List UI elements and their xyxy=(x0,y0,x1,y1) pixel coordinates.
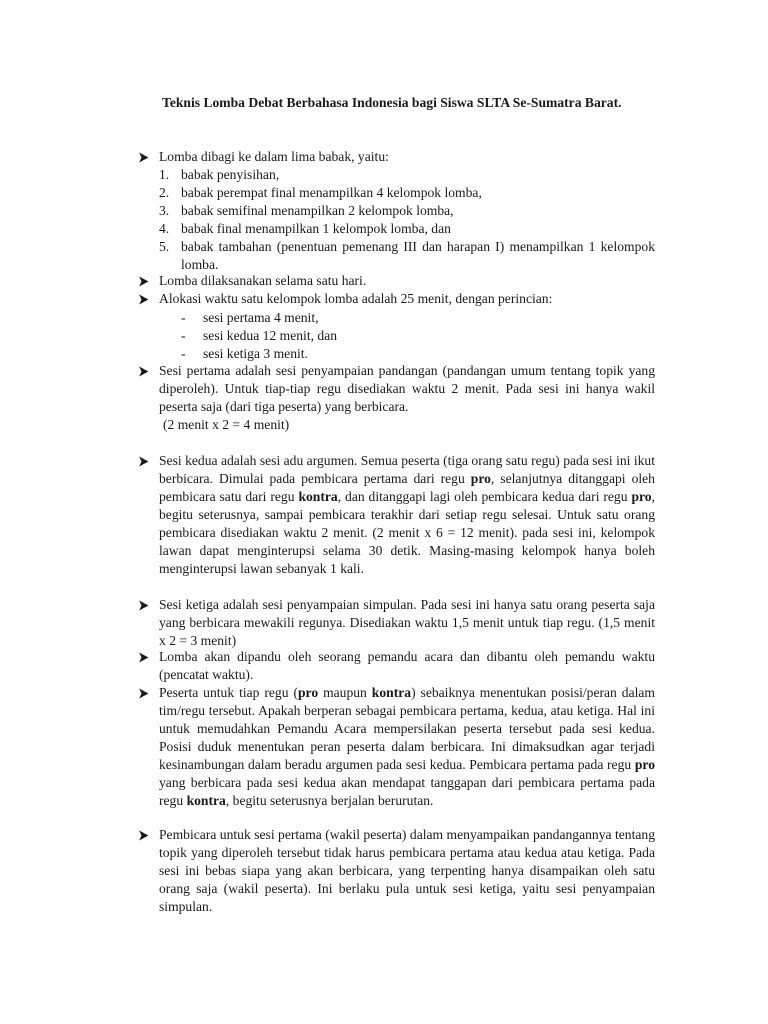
arrowhead-bullet-icon xyxy=(136,650,150,664)
arrowhead-bullet-icon xyxy=(136,364,150,378)
item-satu-hari: Lomba dilaksanakan selama satu hari. xyxy=(159,273,367,288)
item-alokasi-waktu: Alokasi waktu satu kelompok lomba adalah 25 menit, dengan perincian: xyxy=(159,291,553,306)
item-lomba-babak: Lomba dibagi ke dalam lima babak, yaitu: xyxy=(159,149,389,164)
formula-text: (2 menit x 2 = 4 menit) xyxy=(163,417,290,432)
arrowhead-bullet-icon xyxy=(136,292,150,306)
sublist-item: sesi ketiga 3 menit. xyxy=(203,346,308,361)
list-item: babak semifinal menampilkan 2 kelompok lomba, xyxy=(181,203,454,218)
item-peserta-regu: Peserta untuk tiap regu (pro maupun kontra) sebaiknya menentukan posisi/peran dalam tim/regu tersebut. Apakah berperan sebagai pembicara pertama, kedua, atau ketiga. Hal ini untuk memudahkan Pemandu Acara mempersilakan peserta tersebut pada sesi kedua. Posisi duduk menentukan peran peserta dalam berbicara. Ini dimaksudkan agar terjadi kesinambungan dalam beradu argumen pada sesi kedua. Pembicara pertama pada regu pro yang berbicara pada sesi kedua akan mendapat tanggapan dari pembicara pertama pada regu kontra, begitu seterusnya berjalan berurutan. xyxy=(159,685,655,808)
item-sesi-pertama: Sesi pertama adalah sesi penyampaian pandangan (pandangan umum tentang topik yang diperoleh). Untuk tiap-tiap regu disediakan waktu 2 menit. Pada sesi ini hanya wakil peserta saja (dari tiga peserta) yang berbicara. xyxy=(159,363,655,414)
item-pemandu: Lomba akan dipandu oleh seorang pemandu acara dan dibantu oleh pemandu waktu (pencatat waktu). xyxy=(159,649,655,682)
sublist-item: sesi pertama 4 menit, xyxy=(203,310,319,325)
arrowhead-bullet-icon xyxy=(136,150,150,164)
list-item: babak final menampilkan 1 kelompok lomba, dan xyxy=(181,221,451,236)
arrowhead-bullet-icon xyxy=(136,274,150,288)
document-title: Teknis Lomba Debat Berbahasa Indonesia bagi Siswa SLTA Se-Sumatra Barat. xyxy=(162,95,622,110)
arrowhead-bullet-icon xyxy=(136,598,150,612)
dash-marker: - xyxy=(181,310,186,325)
sublist-item: sesi kedua 12 menit, dan xyxy=(203,328,338,343)
item-sesi-ketiga: Sesi ketiga adalah sesi penyampaian simpulan. Pada sesi ini hanya satu orang peserta saja yang berbicara mewakili regunya. Disediakan waktu 1,5 menit untuk tiap regu. (1,5 menit x 2 = 3 menit) xyxy=(159,597,655,648)
list-number: 4. xyxy=(159,221,170,236)
arrowhead-bullet-icon xyxy=(136,828,150,842)
list-number: 3. xyxy=(159,203,170,218)
list-number: 1. xyxy=(159,167,170,182)
list-number: 5. xyxy=(159,239,170,254)
list-number: 2. xyxy=(159,185,170,200)
arrowhead-bullet-icon xyxy=(136,454,150,468)
dash-marker: - xyxy=(181,346,186,361)
list-item: babak tambahan (penentuan pemenang III dan harapan I) menampilkan 1 kelompok lomba. xyxy=(181,239,655,272)
arrowhead-bullet-icon xyxy=(136,686,150,700)
dash-marker: - xyxy=(181,328,186,343)
item-sesi-kedua: Sesi kedua adalah sesi adu argumen. Semua peserta (tiga orang satu regu) pada sesi ini ikut berbicara. Dimulai pada pembicara pertama dari regu pro, selanjutnya ditanggapi oleh pembicara satu dari regu kontra, dan ditanggapi lagi oleh pembicara kedua dari regu pro, begitu seterusnya, sampai pembicara terakhir dari setiap regu selesai. Untuk satu orang pembicara disediakan waktu 2 menit. (2 menit x 6 = 12 menit). pada sesi ini, kelompok lawan dapat menginterupsi selama 30 detik. Masing-masing kelompok hanya boleh menginterupsi lawan sebanyak 1 kali. xyxy=(159,453,656,576)
list-item: babak perempat final menampilkan 4 kelompok lomba, xyxy=(181,185,482,200)
item-pembicara-sesi-pertama: Pembicara untuk sesi pertama (wakil peserta) dalam menyampaikan pandangannya tentang topik yang diperoleh tersebut tidak harus pembicara pertama atau kedua atau ketiga. Pada sesi ini bebas siapa yang akan berbicara, yang terpenting hanya disampaikan oleh satu orang saja (wakil peserta). Ini berlaku pula untuk sesi ketiga, yaitu sesi penyampaian simpulan. xyxy=(159,827,655,914)
list-item: babak penyisihan, xyxy=(181,167,280,182)
